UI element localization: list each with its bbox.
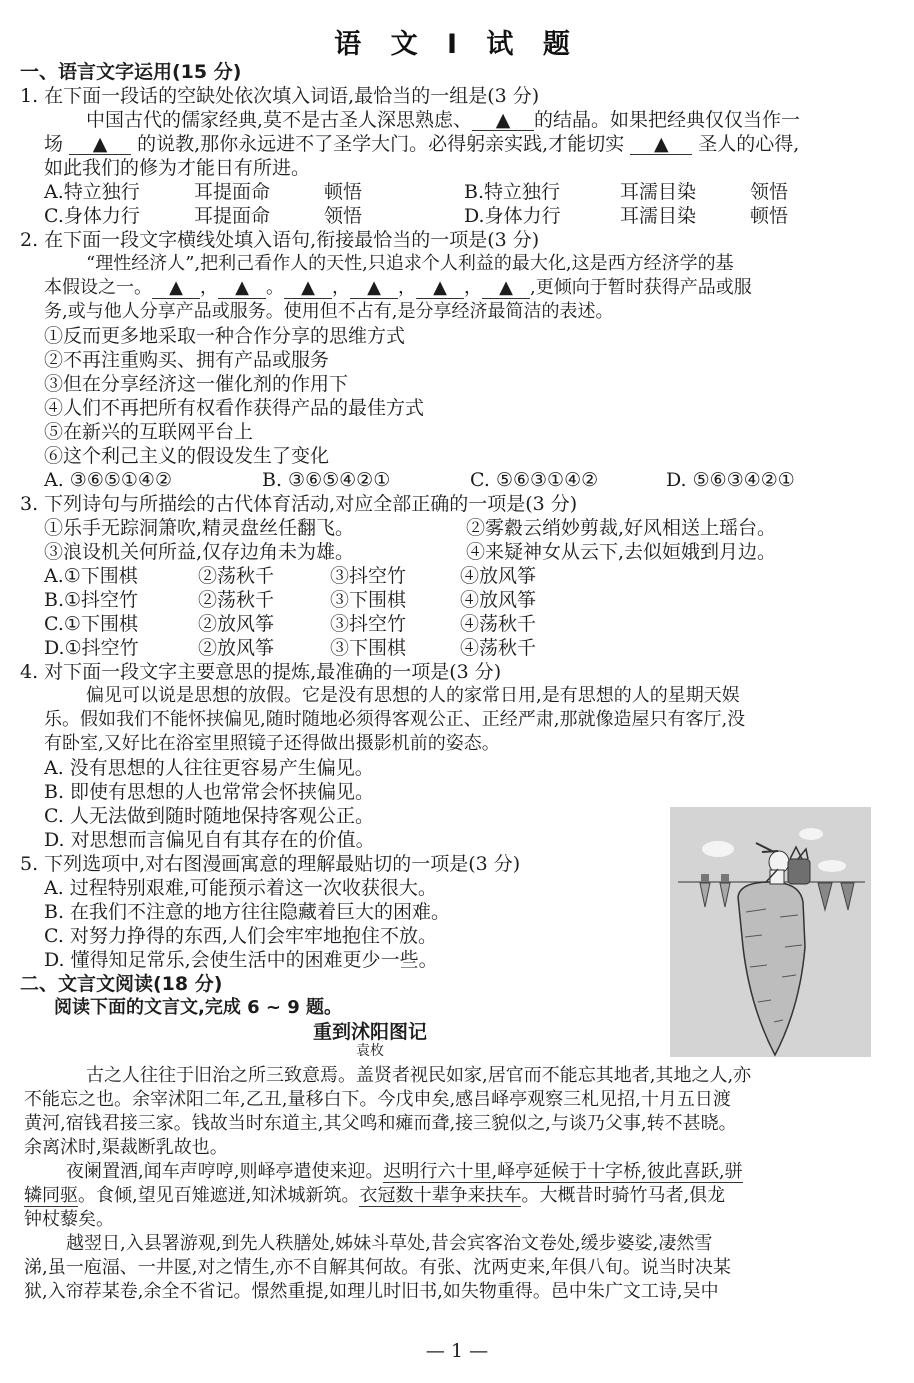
separator: ， <box>398 277 416 298</box>
q3-poem: ①乐手无踪洞箫吹,精灵盘丝任翻飞。 <box>44 517 355 539</box>
option-label: A. <box>44 181 64 203</box>
option-word: ③抖空竹 <box>330 565 407 587</box>
option-word: ①下围棋 <box>63 613 138 635</box>
q4-passage-line: 有卧室,又好比在浴室里照镜子还得做出摄影机前的姿态。 <box>44 733 500 754</box>
article-paragraph-line: 黄河,宿钱君接三家。钱故当时东道主,其父鸣和瘫而聋,接三貌似之,与谈乃父事,转不甚晓。 <box>24 1113 737 1134</box>
option-label: B. <box>464 181 485 203</box>
blank-marker: ▲ <box>69 134 131 155</box>
q1-option-c[interactable] <box>44 204 454 228</box>
q4-option-c[interactable]: C. 人无法做到随时随地保持客观公正。 <box>44 805 374 827</box>
separator: ， <box>332 277 350 298</box>
separator: ， <box>464 277 482 298</box>
q2-item: ③但在分享经济这一催化剂的作用下 <box>44 373 349 395</box>
option-word: 领悟 <box>324 205 363 227</box>
q1-text: 的说教,那你永远进不了圣学大门。必得躬亲实践,才能切实 <box>137 133 625 155</box>
option-word: 身体力行 <box>63 205 140 227</box>
q4-option-b[interactable]: B. 即使有思想的人也常常会怀挟偏见。 <box>44 781 375 803</box>
q1-text: 中国古代的儒家经典,莫不是古圣人深思熟虑、 <box>86 109 473 131</box>
option-label: B. <box>44 589 65 611</box>
option-word: ④放风筝 <box>460 565 537 587</box>
q2-passage-line: 务,或与他人分享产品或服务。使用但不占有,是分享经济最简洁的表述。 <box>44 301 614 322</box>
option-word: 身体力行 <box>484 205 561 227</box>
option-label: D. <box>44 637 65 659</box>
q2-item: ②不再注重购买、拥有产品或服务 <box>44 349 330 371</box>
q1-option-d[interactable] <box>464 204 788 228</box>
plain-text: 。大概昔时骑竹马者,俱龙 <box>521 1185 726 1206</box>
option-word: ③下围棋 <box>330 637 407 659</box>
article-paragraph-line: 不能忘之也。余宰沭阳二年,乙丑,量移白下。今戊申矣,感吕峄亭观察三札见招,十月五日渡 <box>24 1089 731 1110</box>
blank-marker: ▲ <box>630 134 692 155</box>
article-title: 重到沭阳图记 <box>312 1021 427 1043</box>
page-number: — 1 — <box>425 1340 489 1362</box>
q4-passage-line: 乐。假如我们不能怀挟偏见,随时随地必须得客观公正、正经严肃,那就像造屋只有客厅,没 <box>44 709 746 730</box>
q3-option-a[interactable] <box>44 564 536 588</box>
option-word: 耳提面命 <box>194 205 271 227</box>
option-word: ④荡秋千 <box>460 637 537 659</box>
section-heading-2: 二、文言文阅读(18 分) <box>20 973 223 995</box>
article-paragraph-line: 狱,入帘荐某卷,余全不省记。憬然重提,如理儿时旧书,如失物重得。邑中朱广文工诗,吴中 <box>24 1281 719 1302</box>
option-word: ③下围棋 <box>330 589 407 611</box>
q2-passage-line <box>44 276 752 300</box>
option-word: ④放风筝 <box>460 589 537 611</box>
q2-option-b[interactable]: B. ③⑥⑤④②① <box>262 469 391 491</box>
separator: ， <box>200 277 218 298</box>
q2-item: ④人们不再把所有权看作获得产品的最佳方式 <box>44 397 425 419</box>
blank-marker: ▲ <box>218 278 266 299</box>
question-3-stem: 3. 下列诗句与所描绘的古代体育活动,对应全部正确的一项是(3 分) <box>20 493 578 515</box>
q2-option-a[interactable]: A. ③⑥⑤①④② <box>44 469 172 491</box>
q2-item: ①反而更多地采取一种合作分享的思维方式 <box>44 325 406 347</box>
q1-text: 场 <box>44 133 64 155</box>
q2-text: 本假设之一。 <box>44 277 152 298</box>
option-label: A. <box>44 565 64 587</box>
option-label: C. <box>44 205 64 227</box>
option-word: ②放风筝 <box>198 637 275 659</box>
option-word: ②放风筝 <box>198 613 275 635</box>
underlined-sentence: 辚同驱 <box>24 1185 78 1206</box>
blank-marker: ▲ <box>472 110 534 131</box>
option-word: 耳濡目染 <box>620 181 697 203</box>
q2-item: ⑥这个利己主义的假设发生了变化 <box>44 445 330 467</box>
q4-option-a[interactable]: A. 没有思想的人往往更容易产生偏见。 <box>44 757 374 779</box>
q4-option-d[interactable]: D. 对思想而言偏见自有其存在的价值。 <box>44 829 375 851</box>
option-word: 耳濡目染 <box>620 205 697 227</box>
option-word: 顿悟 <box>750 205 789 227</box>
q2-item: ⑤在新兴的互联网平台上 <box>44 421 254 443</box>
blank-marker: ▲ <box>350 278 398 299</box>
option-word: 特立独行 <box>484 181 561 203</box>
article-paragraph-line: 余离沭时,渠裁断乳故也。 <box>24 1137 228 1158</box>
article-paragraph-line <box>66 1160 743 1184</box>
q4-passage-line: 偏见可以说是思想的放假。它是没有思想的人的家常日用,是有思想的人的星期天娱 <box>86 685 740 706</box>
option-word: ③抖空竹 <box>330 613 407 635</box>
article-paragraph-line <box>24 1184 725 1208</box>
q1-passage-line <box>86 108 800 132</box>
q5-option-d[interactable]: D. 懂得知足常乐,会使生活中的困难更少一些。 <box>44 949 438 971</box>
underlined-sentence: 衣冠数十辈争来扶车 <box>359 1185 522 1206</box>
q3-option-c[interactable] <box>44 612 536 636</box>
q5-option-c[interactable]: C. 对努力挣得的东西,人们会牢牢地抱住不放。 <box>44 925 437 947</box>
blank-marker: ▲ <box>416 278 464 299</box>
section2-instruction: 阅读下面的文言文,完成 6 ~ 9 题。 <box>54 997 343 1018</box>
question-5-stem: 5. 下列选项中,对右图漫画寓意的理解最贴切的一项是(3 分) <box>20 853 521 875</box>
option-word: ②荡秋千 <box>198 589 275 611</box>
article-paragraph-line: 古之人往往于旧治之所三致意焉。盖贤者视民如家,居官而不能忘其地者,其地之人,亦 <box>86 1065 752 1086</box>
q2-passage-line: “理性经济人”,把利己看作人的天性,只追求个人利益的最大化,这是西方经济学的基 <box>86 253 734 274</box>
plain-text: 。食倾,望见百雉遮迸,知沭城新筑。 <box>78 1185 360 1206</box>
option-word: ①下围棋 <box>63 565 138 587</box>
q3-poem: ②雾縠云绡妙剪裁,好风相送上瑶台。 <box>466 517 777 539</box>
page-title: 语 文 Ⅰ 试 题 <box>334 29 580 60</box>
option-word: ②荡秋千 <box>198 565 275 587</box>
option-word: 耳提面命 <box>194 181 271 203</box>
option-word: ④荡秋千 <box>460 613 537 635</box>
option-word: ①抖空竹 <box>64 589 139 611</box>
blank-marker: ▲ <box>482 278 530 299</box>
q5-option-b[interactable]: B. 在我们不注意的地方往往隐藏着巨大的困难。 <box>44 901 451 923</box>
q3-option-b[interactable] <box>44 588 536 612</box>
article-paragraph-line: 涕,虽一庖湢、一井匽,对之情生,亦不自解其何故。有张、沈两吏来,年俱八旬。说当时决某 <box>24 1257 731 1278</box>
q3-poem: ④来疑神女从云下,去似姮娥到月边。 <box>466 541 777 563</box>
section-heading-1: 一、语言文字运用(15 分) <box>20 61 242 83</box>
q1-option-b[interactable] <box>464 180 788 204</box>
article-paragraph-line: 越翌日,入县署游观,到先人秩膳处,姊妹斗草处,昔会宾客治文卷处,缓步婆娑,凄然雪 <box>66 1233 713 1254</box>
article-paragraph-line: 钟杖藜矣。 <box>24 1209 114 1230</box>
q3-poem: ③浪设机关何所益,仅存边角未为雄。 <box>44 541 355 563</box>
option-word: ①抖空竹 <box>64 637 139 659</box>
option-label: D. <box>464 205 485 227</box>
q1-text: 圣人的心得, <box>698 133 800 155</box>
q2-text: ,更倾向于暂时获得产品或服 <box>530 277 752 298</box>
question-2-stem: 2. 在下面一段文字横线处填入语句,衔接最恰当的一项是(3 分) <box>20 229 540 251</box>
article-author: 袁枚 <box>356 1043 384 1059</box>
option-word: 顿悟 <box>324 181 363 203</box>
q1-option-a[interactable] <box>44 180 454 204</box>
q2-option-c[interactable]: C. ⑤⑥③①④② <box>470 469 599 491</box>
option-label: C. <box>44 613 64 635</box>
option-word: 特立独行 <box>63 181 140 203</box>
blank-marker: ▲ <box>152 278 200 299</box>
q1-passage-line <box>44 132 799 156</box>
blank-marker: ▲ <box>284 278 332 299</box>
q3-option-d[interactable] <box>44 636 536 660</box>
plain-text: 夜阑置酒,闻车声哼哼,则峄亭遣使来迎。 <box>66 1161 384 1182</box>
q2-option-d[interactable]: D. ⑤⑥③④②① <box>666 469 795 491</box>
question-1-stem: 1. 在下面一段话的空缺处依次填入词语,最恰当的一组是(3 分) <box>20 85 540 107</box>
separator: 。 <box>266 277 284 298</box>
question-4-stem: 4. 对下面一段文字主要意思的提炼,最准确的一项是(3 分) <box>20 661 502 683</box>
q1-passage-line: 如此我们的修为才能日有所进。 <box>44 157 311 179</box>
q5-option-a[interactable]: A. 过程特别艰难,可能预示着这一次收获很大。 <box>44 877 437 899</box>
underlined-sentence: 迟明行六十里,峄亭延候于十字桥,彼此喜跃,骈 <box>383 1161 743 1182</box>
q1-text: 的结晶。如果把经典仅仅当作一 <box>534 109 801 131</box>
option-word: 领悟 <box>750 181 789 203</box>
